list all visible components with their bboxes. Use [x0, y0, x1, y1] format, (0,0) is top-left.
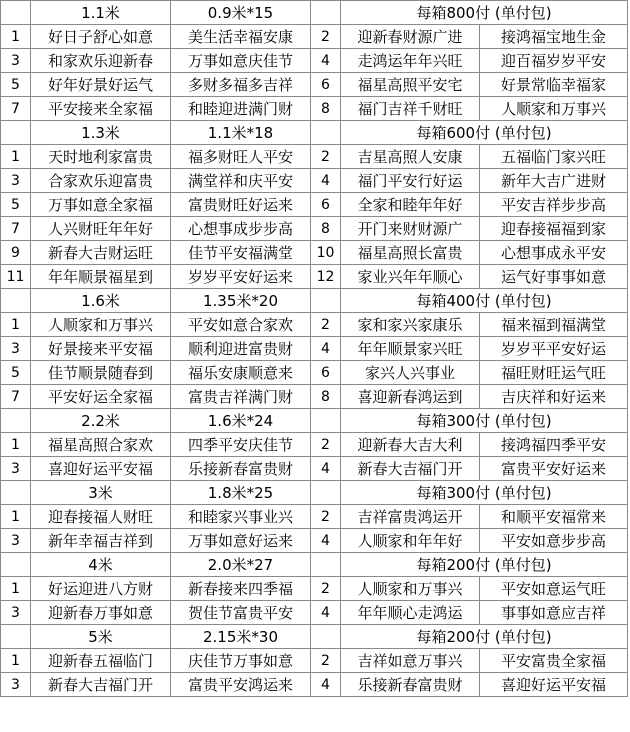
couplet-right: 佳节平安福满堂 — [171, 241, 311, 265]
section-spec: 2.0米*27 — [171, 553, 311, 577]
item-number: 10 — [311, 241, 341, 265]
couplet-left: 新春大吉福门开 — [341, 457, 480, 481]
section-spec: 1.35米*20 — [171, 289, 311, 313]
couplet-right: 满堂祥和庆平安 — [171, 169, 311, 193]
couplet-right: 美生活幸福安康 — [171, 25, 311, 49]
couplet-left: 迎新春大吉大利 — [341, 433, 480, 457]
couplet-right: 四季平安庆佳节 — [171, 433, 311, 457]
header-blank-cell — [1, 409, 31, 433]
couplet-left: 走鸿运年年兴旺 — [341, 49, 480, 73]
section-header-row — [1, 1, 628, 25]
couplet-right: 顺利迎进富贵财 — [171, 337, 311, 361]
table-row — [1, 145, 628, 169]
table-row — [1, 601, 628, 625]
item-number: 9 — [1, 241, 31, 265]
couplet-right: 接鸿福四季平安 — [480, 433, 628, 457]
table-row — [1, 193, 628, 217]
item-number: 3 — [1, 457, 31, 481]
item-number: 8 — [311, 217, 341, 241]
item-number: 4 — [311, 457, 341, 481]
couplet-left: 好日子舒心如意 — [31, 25, 171, 49]
couplet-left: 平安接来全家福 — [31, 97, 171, 121]
header-blank-cell — [311, 409, 341, 433]
couplet-right: 富贵财旺好运来 — [171, 193, 311, 217]
couplet-left: 好年好景好运气 — [31, 73, 171, 97]
couplet-left: 万事如意全家福 — [31, 193, 171, 217]
item-number: 8 — [311, 385, 341, 409]
item-number: 4 — [311, 601, 341, 625]
couplet-left: 人顺家和年年好 — [341, 529, 480, 553]
couplet-left: 迎新春五福临门 — [31, 649, 171, 673]
couplet-right: 福旺财旺运气旺 — [480, 361, 628, 385]
table-row — [1, 457, 628, 481]
section-spec: 1.1米*18 — [171, 121, 311, 145]
couplet-right: 平安富贵全家福 — [480, 649, 628, 673]
table-row — [1, 169, 628, 193]
couplet-left: 年年顺景家兴旺 — [341, 337, 480, 361]
couplet-left: 新年幸福吉祥到 — [31, 529, 171, 553]
table-row — [1, 25, 628, 49]
couplet-right: 万事如意庆佳节 — [171, 49, 311, 73]
couplet-right: 吉庆祥和好运来 — [480, 385, 628, 409]
couplet-right: 新春接来四季福 — [171, 577, 311, 601]
couplet-right: 平安如意合家欢 — [171, 313, 311, 337]
item-number: 6 — [311, 73, 341, 97]
section-header-row — [1, 481, 628, 505]
couplet-left: 合家欢乐迎富贵 — [31, 169, 171, 193]
item-number: 2 — [311, 505, 341, 529]
section-box-qty: 每箱300付 (单付包) — [341, 409, 628, 433]
item-number: 3 — [1, 673, 31, 697]
item-number: 4 — [311, 169, 341, 193]
couplet-left: 平安好运全家福 — [31, 385, 171, 409]
header-blank-cell — [1, 289, 31, 313]
section-size: 1.1米 — [31, 1, 171, 25]
couplet-right: 好景常临幸福家 — [480, 73, 628, 97]
item-number: 2 — [311, 145, 341, 169]
couplet-left: 家兴人兴事业 — [341, 361, 480, 385]
section-size: 3米 — [31, 481, 171, 505]
table-body — [1, 1, 628, 697]
item-number: 2 — [311, 25, 341, 49]
couplet-right: 心想事成步步高 — [171, 217, 311, 241]
section-box-qty: 每箱200付 (单付包) — [341, 625, 628, 649]
table-row — [1, 385, 628, 409]
couplet-left: 福星高照平安宅 — [341, 73, 480, 97]
couplet-right: 迎春接福福到家 — [480, 217, 628, 241]
couplet-left: 吉祥富贵鸿运开 — [341, 505, 480, 529]
table-row — [1, 73, 628, 97]
header-blank-cell — [311, 553, 341, 577]
couplet-left: 吉星高照人安康 — [341, 145, 480, 169]
table-row — [1, 529, 628, 553]
item-number: 2 — [311, 313, 341, 337]
couplet-right: 迎百福岁岁平安 — [480, 49, 628, 73]
item-number: 2 — [311, 649, 341, 673]
section-spec: 2.15米*30 — [171, 625, 311, 649]
couplet-left: 新春大吉财运旺 — [31, 241, 171, 265]
section-header-row — [1, 121, 628, 145]
couplet-left: 年年顺心走鸿运 — [341, 601, 480, 625]
item-number: 1 — [1, 433, 31, 457]
couplet-left: 福门平安行好运 — [341, 169, 480, 193]
header-blank-cell — [311, 481, 341, 505]
couplet-right: 心想事成永平安 — [480, 241, 628, 265]
item-number: 11 — [1, 265, 31, 289]
couplet-right: 平安如意步步高 — [480, 529, 628, 553]
couplet-left: 佳节顺景随春到 — [31, 361, 171, 385]
item-number: 3 — [1, 529, 31, 553]
section-size: 1.6米 — [31, 289, 171, 313]
couplet-left: 人兴财旺年年好 — [31, 217, 171, 241]
couplet-right: 五福临门家兴旺 — [480, 145, 628, 169]
couplet-left: 吉祥如意万事兴 — [341, 649, 480, 673]
section-spec: 1.6米*24 — [171, 409, 311, 433]
section-size: 5米 — [31, 625, 171, 649]
item-number: 3 — [1, 337, 31, 361]
couplet-right: 岁岁平平安好运 — [480, 337, 628, 361]
couplet-right: 和顺平安福常来 — [480, 505, 628, 529]
header-blank-cell — [1, 1, 31, 25]
item-number: 6 — [311, 193, 341, 217]
couplet-right: 运气好事事如意 — [480, 265, 628, 289]
item-number: 1 — [1, 505, 31, 529]
section-header-row — [1, 625, 628, 649]
couplet-left: 新春大吉福门开 — [31, 673, 171, 697]
table-row — [1, 433, 628, 457]
couplet-left: 和家欢乐迎新春 — [31, 49, 171, 73]
header-blank-cell — [311, 1, 341, 25]
section-box-qty: 每箱300付 (单付包) — [341, 481, 628, 505]
couplet-right: 新年大吉广进财 — [480, 169, 628, 193]
header-blank-cell — [311, 625, 341, 649]
item-number: 1 — [1, 577, 31, 601]
section-header-row — [1, 553, 628, 577]
section-size: 4米 — [31, 553, 171, 577]
couplet-left: 喜迎新春鸿运到 — [341, 385, 480, 409]
header-blank-cell — [1, 481, 31, 505]
section-box-qty: 每箱600付 (单付包) — [341, 121, 628, 145]
couplet-left: 年年顺景福星到 — [31, 265, 171, 289]
couplet-right: 人顺家和万事兴 — [480, 97, 628, 121]
section-header-row — [1, 289, 628, 313]
header-blank-cell — [311, 121, 341, 145]
item-number: 5 — [1, 73, 31, 97]
item-number: 4 — [311, 529, 341, 553]
couplet-right: 岁岁平安好运来 — [171, 265, 311, 289]
couplet-left: 天时地利家富贵 — [31, 145, 171, 169]
couplet-right: 多财多福多吉祥 — [171, 73, 311, 97]
table-row — [1, 49, 628, 73]
section-box-qty: 每箱200付 (单付包) — [341, 553, 628, 577]
table-row — [1, 241, 628, 265]
section-box-qty: 每箱400付 (单付包) — [341, 289, 628, 313]
couplet-left: 福星高照长富贵 — [341, 241, 480, 265]
couplet-right: 福多财旺人平安 — [171, 145, 311, 169]
section-header-row — [1, 409, 628, 433]
section-box-qty: 每箱800付 (单付包) — [341, 1, 628, 25]
header-blank-cell — [1, 553, 31, 577]
couplet-left: 迎新春万事如意 — [31, 601, 171, 625]
couplet-right: 接鸿福宝地生金 — [480, 25, 628, 49]
couplet-left: 好运迎进八方财 — [31, 577, 171, 601]
section-size: 1.3米 — [31, 121, 171, 145]
table-row — [1, 361, 628, 385]
couplet-right: 和睦迎进满门财 — [171, 97, 311, 121]
table-row — [1, 265, 628, 289]
item-number: 7 — [1, 385, 31, 409]
table-row — [1, 505, 628, 529]
section-spec: 1.8米*25 — [171, 481, 311, 505]
item-number: 8 — [311, 97, 341, 121]
item-number: 3 — [1, 169, 31, 193]
header-blank-cell — [1, 625, 31, 649]
couplet-right: 万事如意好运来 — [171, 529, 311, 553]
table-row — [1, 217, 628, 241]
section-spec: 0.9米*15 — [171, 1, 311, 25]
couplet-left: 福星高照合家欢 — [31, 433, 171, 457]
item-number: 7 — [1, 217, 31, 241]
couplet-right: 贺佳节富贵平安 — [171, 601, 311, 625]
couplet-right: 福乐安康顺意来 — [171, 361, 311, 385]
table-row — [1, 337, 628, 361]
couplet-left: 迎新春财源广进 — [341, 25, 480, 49]
couplet-right: 富贵平安好运来 — [480, 457, 628, 481]
table-row — [1, 577, 628, 601]
couplet-right: 富贵平安鸿运来 — [171, 673, 311, 697]
couplet-left: 喜迎好运平安福 — [31, 457, 171, 481]
couplet-right: 喜迎好运平安福 — [480, 673, 628, 697]
item-number: 3 — [1, 49, 31, 73]
couplet-right: 和睦家兴事业兴 — [171, 505, 311, 529]
item-number: 3 — [1, 601, 31, 625]
item-number: 2 — [311, 433, 341, 457]
item-number: 4 — [311, 673, 341, 697]
header-blank-cell — [1, 121, 31, 145]
couplet-left: 好景接来平安福 — [31, 337, 171, 361]
table-row — [1, 649, 628, 673]
table-row — [1, 97, 628, 121]
couplet-left: 迎春接福人财旺 — [31, 505, 171, 529]
table-row — [1, 313, 628, 337]
section-size: 2.2米 — [31, 409, 171, 433]
couplet-left: 家和家兴家康乐 — [341, 313, 480, 337]
item-number: 12 — [311, 265, 341, 289]
couplet-left: 全家和睦年年好 — [341, 193, 480, 217]
couplet-left: 家业兴年年顺心 — [341, 265, 480, 289]
couplet-left: 开门来财财源广 — [341, 217, 480, 241]
couplet-right: 富贵吉祥满门财 — [171, 385, 311, 409]
item-number: 4 — [311, 337, 341, 361]
couplet-right: 乐接新春富贵财 — [171, 457, 311, 481]
couplet-right: 平安如意运气旺 — [480, 577, 628, 601]
item-number: 7 — [1, 97, 31, 121]
item-number: 5 — [1, 361, 31, 385]
couplet-right: 平安吉祥步步高 — [480, 193, 628, 217]
item-number: 6 — [311, 361, 341, 385]
couplet-left: 人顺家和万事兴 — [341, 577, 480, 601]
couplet-left: 人顺家和万事兴 — [31, 313, 171, 337]
item-number: 5 — [1, 193, 31, 217]
item-number: 1 — [1, 25, 31, 49]
item-number: 4 — [311, 49, 341, 73]
table-row — [1, 673, 628, 697]
header-blank-cell — [311, 289, 341, 313]
couplet-left: 乐接新春富贵财 — [341, 673, 480, 697]
couplet-right: 事事如意应吉祥 — [480, 601, 628, 625]
couplet-left: 福门吉祥千财旺 — [341, 97, 480, 121]
item-number: 1 — [1, 313, 31, 337]
item-number: 2 — [311, 577, 341, 601]
couplet-right: 庆佳节万事如意 — [171, 649, 311, 673]
item-number: 1 — [1, 145, 31, 169]
item-number: 1 — [1, 649, 31, 673]
couplet-right: 福来福到福满堂 — [480, 313, 628, 337]
